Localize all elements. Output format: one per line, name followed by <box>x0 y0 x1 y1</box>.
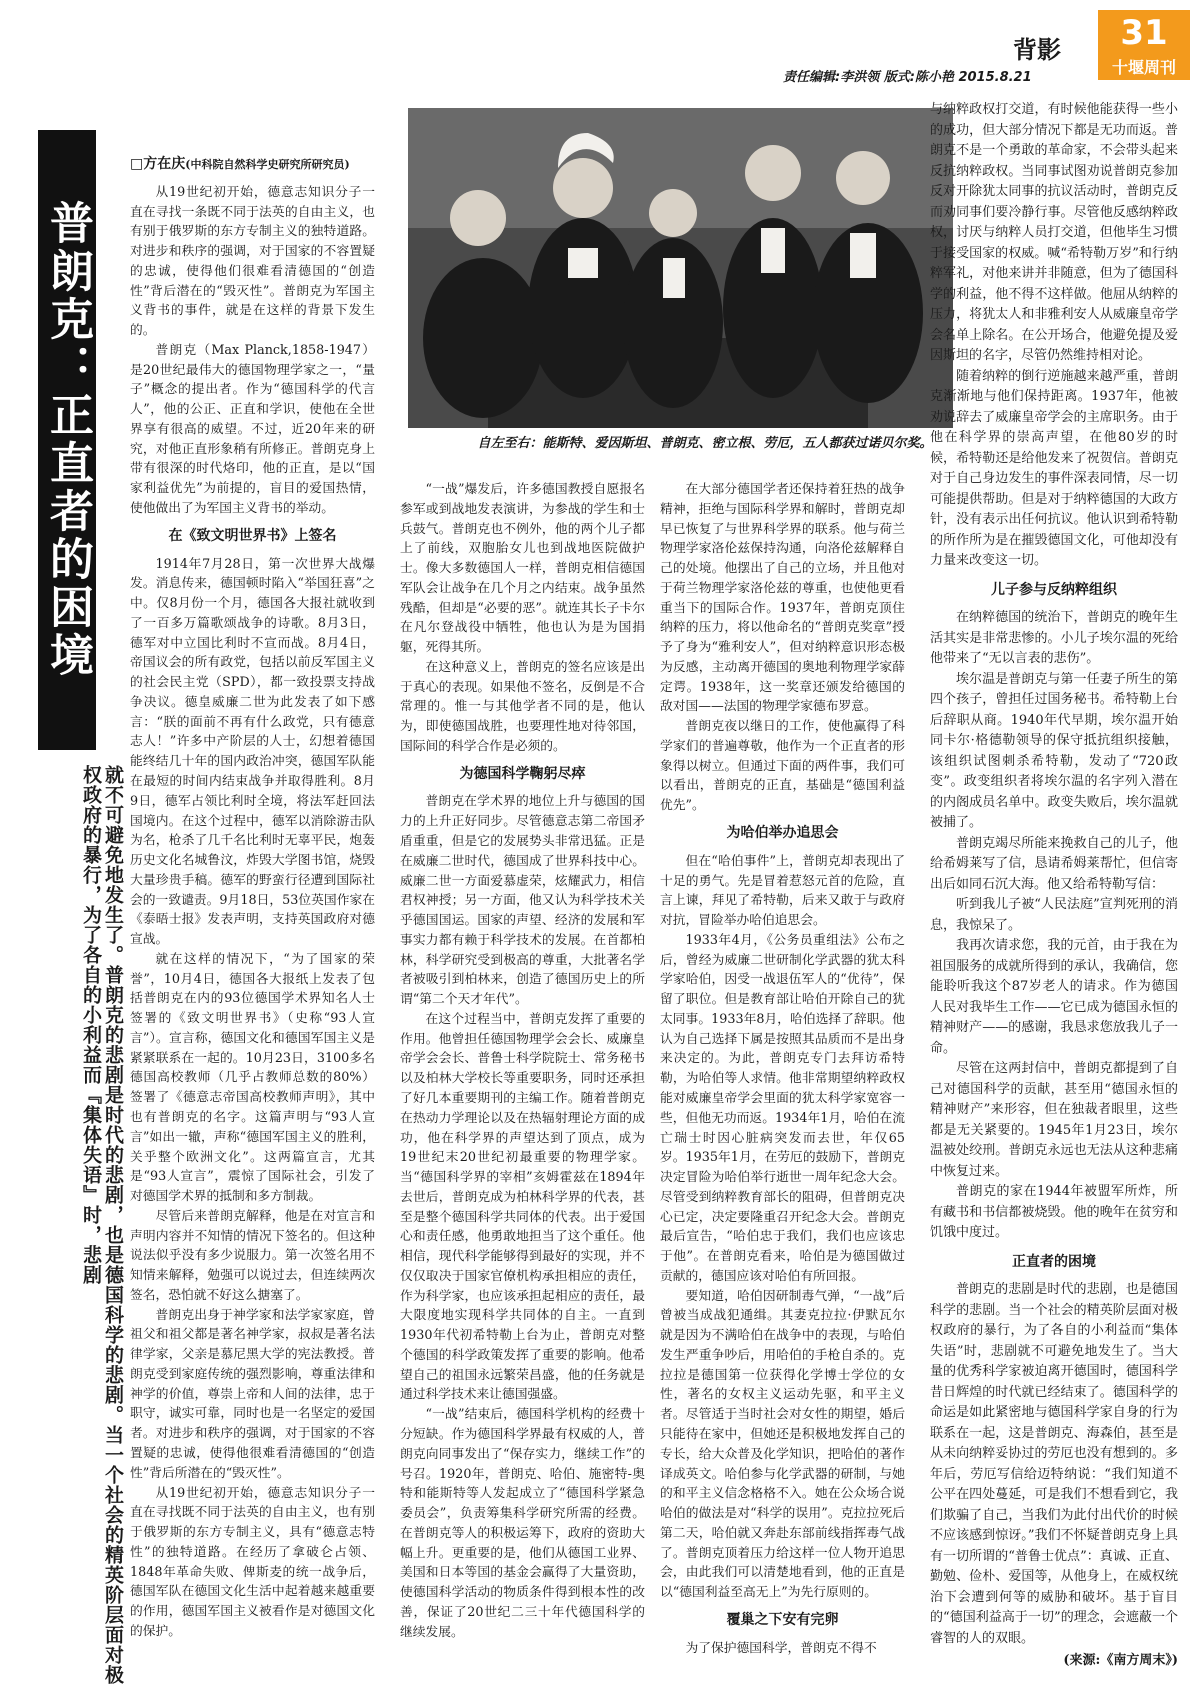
paragraph: 普朗克的家在1944年被盟军所炸，所有藏书和书信都被烧毁。他的晚年在贫穷和饥饿中度过。 <box>930 1184 1178 1240</box>
source-credit: (来源:《南方周末》) <box>1063 1653 1178 1668</box>
paragraph: 但在“哈伯事件”上，普朗克却表现出了十足的勇气。先是冒着惹怒元首的危险，直言上谏，拜见了希特勒，后来又敢于与政府对抗，冒险举办哈伯追思会。 <box>660 853 905 929</box>
paragraph: 从19世纪初开始，德意志知识分子一直在寻找一条既不同于法英的自由主义，也有别于俄罗斯的东方专制主义的独特道路。对进步和秩序的强调，对于国家的不容置疑的忠诚，使得他们很难看清德国的“创造性”背后潜在的“毁灭性”。普朗克为军国主义背书的事件，就是在这样的背景下发生的。 <box>130 184 375 339</box>
author-affiliation: (中科院自然科学史研究所研究员) <box>185 158 350 171</box>
paragraph: 从19世纪初开始，德意志知识分子一直在寻找既不同于法英的自由主义，也有别于俄罗斯的东方专制主义，具有“德意志特性”的独特道路。在经历了拿破仑占领、1848年革命失败、俾斯麦的统一战争后，德国军队在德国文化生活中起着越来越重要的作用，德国军国主义被看作是对德国文化的保护。 <box>130 1485 375 1639</box>
byline <box>130 155 375 175</box>
column-2 <box>400 480 645 1642</box>
quote-paragraph: 我再次请求您，我的元首，由于我在为祖国服务的成就所得到的承认，我确信，您能聆听我这个87岁老人的请求。作为德国人民对我毕生工作——它已成为德国永恒的精神财产——的感谢，我恳求您放我儿子一命。 <box>930 938 1178 1056</box>
page-header <box>0 0 1200 88</box>
paragraph: 普朗克出身于神学家和法学家家庭，曾祖父和祖父都是著名神学家，叔叔是著名法律学家，父亲是慕尼黑大学的宪法教授。普朗克受到家庭传统的强烈影响，尊重法律和神学的价值，尊崇上帝和人间的法律，忠于职守，诚实可靠，同时也是一名坚定的爱国者。对进步和秩序的强调，对于国家的不容置疑的忠诚，使得他很难看清德国的“创造性”背后所潜在的“毁灭性”。 <box>130 1307 375 1481</box>
subheading: 为哈伯举办追思会 <box>726 825 839 842</box>
section-name: 背影 <box>1013 35 1061 64</box>
subheading: 覆巢之下安有完卵 <box>726 1611 839 1628</box>
subheading: 在《致文明世界书》上签名 <box>168 527 337 544</box>
article-title: 普朗克：正直者的困境 <box>38 130 96 750</box>
paragraph: 就在这样的情况下，“为了国家的荣誉”，10月4日，德国各大报纸上发表了包括普朗克在内的93位德国学术界知名人士签署的《致文明世界书》（史称“93人宣言”）。宣言称，德国文化和德国军国主义是紧紧联系在一起的。10月23日，3100多名德国高校教师（几乎占教师总数的80%）签署了《德意志帝国高校教师声明》，其中也有普朗克的名字。这篇声明与“93人宣言”如出一辙，声称“德国军国主义的胜利，关乎整个欧洲文化”。这两篇宣言，尤其是“93人宣言”，震惊了国际社会，引发了对德国学术界的抵制和多方制裁。 <box>130 951 375 1205</box>
column-3 <box>660 480 905 1658</box>
quote-paragraph: 听到我儿子被“人民法庭”宣判死刑的消息，我惊呆了。 <box>930 897 1178 933</box>
author: □方在庆 <box>130 156 186 172</box>
paragraph: 普朗克竭尽所能来挽救自己的儿子，他给希姆莱写了信，恳请希姆莱帮忙，但信寄出后如同石沉大海。他又给希特勒写信： <box>930 835 1178 892</box>
paragraph: 与纳粹政权打交道，有时候他能获得一些小的成功，但大部分情况下都是无功而返。普朗克不是一个勇敢的革命家，不会带头起来反抗纳粹政权。当同事试图劝说普朗克参加反对开除犹太同事的抗议活动时，普朗克反而劝同事们要冷静行事。尽管他反感纳粹政权，讨厌与纳粹人员打交道，但他毕生习惯于接受国家的权威。喊“希特勒万岁”和行纳粹军礼，对他来讲并非随意，但为了德国科学的利益，他不得不这样做。他屈从纳粹的压力，将犹太人和非雅利安人从威廉皇帝学会名单上除名。在公开场合，他避免提及爱因斯坦的名字，尽管仍然维持相对论。 <box>930 102 1178 363</box>
paragraph: 随着纳粹的倒行逆施越来越严重，普朗克渐渐地与他们保持距离。1937年，他被劝说辞去了威廉皇帝学会的主席职务。由于他在科学界的崇高声望，在他80岁的时候，希特勒还是给他发来了祝贺信。普朗克对于自己身边发生的事件深表同情，尽一切可能提供帮助。但是对于纳粹德国的大政方针，没有表示出任何抗议。他认识到希特勒的所作所为是在摧毁德国文化，可他却没有力量来改变这一切。 <box>930 368 1178 568</box>
paragraph: 在大部分德国学者还保持着狂热的战争精神，拒绝与国际科学界和解时，普朗克却早已恢复了与世界科学界的联系。他与荷兰物理学家洛伦兹保持沟通，向洛伦兹解释自己的处境。他摆出了自己的立场，并且他对于荷兰物理学家洛伦兹的尊重，也使他更看重当下的国际合作。1937年，普朗克顶住纳粹的压力，将以他命名的“普朗克奖章”授予了身为“雅利安人”，但对纳粹意识形态极为反感，主动离开德国的奥地利物理学家薛定谔。1938年，这一奖章还颁发给德国的敌对国——法国的物理学家德布罗意。 <box>660 482 905 715</box>
paragraph: 普朗克（Max Planck,1858-1947）是20世纪最伟大的德国物理学家之一，“量子”概念的提出者。作为“德国科学的代言人”，他的公正、正直和学识，使他在全世界享有很高的威望。不过，近20年来的研究，对他正直形象稍有所修正。普朗克身上带有很深的时代烙印，他的正直，是以“国家利益优先”为前提的，盲目的爱国热情，使他做出了为军国主义背书的举动。 <box>130 342 375 517</box>
paragraph: 要知道，哈伯因研制毒气弹，“一战”后曾被当成战犯通缉。其妻克拉拉·伊默瓦尔就是因为不满哈伯在战争中的表现，与哈伯发生严重争吵后，用哈伯的手枪自杀的。克拉拉是德国第一位获得化学博士学位的女性，著名的女权主义运动先驱，和平主义者。尽管适于当时社会对女性的期望，婚后只能待在家中，但她还是积极地发挥自己的专长，给大众普及化学知识，把哈伯的著作译成英文。哈伯参与化学武器的研制，与她的和平主义信念格格不入。她在公众场合说哈伯的做法是对“科学的误用”。克拉拉死后第二天，哈伯就又奔赴东部前线指挥毒气战了。普朗克顶着压力给这样一位人物开追思会，由此我们可以清楚地看到，他的正直是以“德国利益至高无上”为先行原则的。 <box>660 1288 905 1601</box>
paper-name: 十堰周刊 <box>1098 56 1190 80</box>
editor-credits: 责任编辑:李洪领 版式:陈小艳 2015.8.21 <box>783 70 1032 85</box>
paragraph: 1933年4月，《公务员重组法》公布之后，曾经为威廉二世研制化学武器的犹太科学家哈伯，因受一战退伍军人的“优待”，保留了职位。但是教育部让哈伯开除自己的犹太同事。1933年8月，哈伯选择了辞职。他认为自己选择下属是按照其品质而不是出身来决定的。为此，普朗克专门去拜访希特勒，为哈伯等人求情。他非常期望纳粹政权能对威廉皇帝学会里面的犹太科学家宽容一些，但他无功而返。1934年1月，哈伯在流亡瑞士时因心脏病突发而去世，年仅65岁。1935年1月，在劳厄的鼓励下，普朗克决定冒险为哈伯举行逝世一周年纪念大会。尽管受到纳粹教育部长的阻碍，但普朗克决心已定，决定要隆重召开纪念大会。普朗克最后宣告，“哈伯忠于我们，我们也应该忠于他”。在普朗克看来，哈伯是为德国做过贡献的，德国应该对哈伯有所回报。 <box>660 932 905 1284</box>
paragraph: 尽管在这两封信中，普朗克都提到了自己对德国科学的贡献，甚至用“德国永恒的精神财产”来形容，但在独裁者眼里，这些都是无关紧要的。1945年1月23日，埃尔温被处绞刑。普朗克永远也无法从这种悲痛中恢复过来。 <box>930 1061 1178 1179</box>
photo-illustration <box>408 108 953 428</box>
paragraph: 在这个过程当中，普朗克发挥了重要的作用。他曾担任德国物理学会会长、威廉皇帝学会会长、普鲁士科学院院士、常务秘书以及柏林大学校长等重要职务，同时还承担了好几本重要期刊的主编工作。随着普朗克在热动力学理论以及在热辐射理论方面的成功，他在科学界的声望达到了顶点，成为19世纪末20世纪初最重要的物理学家。当“德国科学界的宰相”亥姆霍兹在1894年去世后，普朗克成为柏林科学界的代表，甚至是整个德国科学共同体的代表。出于爱国心和责任感，他勇敢地担当了这个重任。他相信，现代科学能够得到最好的实现，并不仅仅取决于国家官僚机构承担相应的责任，作为科学家，也应该承担起相应的责任，最大限度地实现科学共同体的自主。一直到1930年代初希特勒上台为止，普朗克对整个德国的科学政策发挥了重要的影响。他希望自己的祖国永远繁荣昌盛，他的任务就是通过科学技术来让德国强盛。 <box>400 1011 645 1403</box>
column-1 <box>130 155 375 1642</box>
subheading: 为德国科学鞠躬尽瘁 <box>459 765 586 782</box>
photo-caption: 自左至右：能斯特、爱因斯坦、普朗克、密立根、劳厄，五人都获过诺贝尔奖。 <box>477 436 933 451</box>
paragraph: 埃尔温是普朗克与第一任妻子所生的第四个孩子，曾担任过国务秘书。希特勒上台后辞职从商。1940年代早期，埃尔温开始同卡尔·格德勒领导的保守抵抗组织接触，该组织试图刺杀希特勒，发动了“720政变”。政变组织者将埃尔温的名字列入潜在的内阁成员名单中。政变失败后，埃尔温就被捕了。 <box>930 671 1178 830</box>
page-number: 31 <box>1098 10 1190 56</box>
paragraph: “一战”结束后，德国科学机构的经费十分短缺。作为德国科学界最有权威的人，普朗克向同事发出了“保存实力，继续工作”的号召。1920年，普朗克、哈伯、施密特-奥特和能斯特等人发起成立了“德国科学紧急委员会”，负责筹集科学研究所需的经费。在普朗克等人的积极运筹下，政府的资助大幅上升。更重要的是，他们从德国工业界、美国和日本等国的基金会赢得了大量资助，使德国科学活动的物质条件得到根本性的改善，保证了20世纪二三十年代德国科学的继续发展。 <box>400 1407 645 1640</box>
subheading: 正直者的困境 <box>1012 1253 1096 1270</box>
group-photo <box>408 108 953 428</box>
pull-quote: 就不可避免地发生了。普朗克的悲剧是时代的悲剧，也是德国科学的悲剧。当一个社会的精英阶层面对极权政府的暴行，为了各自的小利益而『集体失语』时，悲剧 <box>80 765 124 1685</box>
paragraph: 1914年7月28日，第一次世界大战爆发。消息传来，德国顿时陷入“举国狂喜”之中。仅8月份一个月，德国各大报社就收到了一百多万篇歌颂战争的诗歌。8月3日，德军对中立国比利时不宣而战。8月4日，帝国议会的所有政党，包括以前反军国主义的社会民主党（SPD），都一致投票支持战争决议。德皇威廉二世为此发表了如下感言：“朕的面前不再有什么政党，只有德意志人！”许多中产阶层的人士，幻想着德国能终结几十年的国内政治冲突，德国军队能在最短的时间内结束战争并取得胜利。8月9日，德军占领比利时全境，将法军赶回法国境内。在这个过程中，德军以消除游击队为名，枪杀了几千名比利时无辜平民，炮轰历史文化名城鲁汶，炸毁大学图书馆，烧毁大量珍贵手稿。德军的野蛮行径遭到国际社会的一致谴责。9月18日，53位英国作家在《泰晤士报》发表声明，支持英国政府对德宣战。 <box>130 556 375 948</box>
paragraph: 普朗克夜以继日的工作，使他赢得了科学家们的普遍尊敬，他作为一个正直者的形象得以树立。但通过下面的两件事，我们可以看出，普朗克的正直，基础是“德国利益优先”。 <box>660 719 905 814</box>
paragraph: 在纳粹德国的统治下，普朗克的晚年生活其实是非常悲惨的。小儿子埃尔温的死给他带来了“无以言表的悲伤”。 <box>930 610 1178 666</box>
paragraph: 为了保护德国科学，普朗克不得不 <box>685 1640 877 1656</box>
column-4 <box>930 100 1178 1672</box>
subheading: 儿子参与反纳粹组织 <box>991 581 1117 598</box>
paragraph: 在这种意义上，普朗克的签名应该是出于真心的表现。如果他不签名，反倒是不合常理的。惟一与其他学者不同的是，他认为，即使德国战胜，也要理性地对待邻国，国际间的科学合作是必须的。 <box>400 659 645 754</box>
paragraph: 普朗克的悲剧是时代的悲剧，也是德国科学的悲剧。当一个社会的精英阶层面对极权政府的暴行，为了各自的小利益而“集体失语”时，悲剧就不可避免地发生了。当大量的优秀科学家被迫离开德国时，德国科学昔日辉煌的时代就已经结束了。德国科学的命运是如此紧密地与德国科学家自身的行为联系在一起，这是普朗克、海森伯，甚至是从未向纳粹妥协过的劳厄也没有想到的。多年后，劳厄写信给迈特纳说：“我们知道不公平在四处蔓延，可是我们不想看到它，我们欺骗了自己，当我们为此付出代价的时候不应该感到惊讶。”我们不怀疑普朗克身上具有一切所谓的“普鲁士优点”：真诚、正直、勤勉、俭朴、爱国等，从他身上，在威权统治下会遭到何等的威胁和破坏。基于盲目的“德国利益高于一切”的理念，会遮蔽一个睿智的人的双眼。 <box>930 1282 1178 1646</box>
paragraph: 尽管后来普朗克解释，他是在对宣言和声明内容并不知情的情况下签名的。但这种说法似乎没有多少说服力。第一次签名用不知情来解释，勉强可以说过去，但连续两次签名，恐怕就不好这么搪塞了。 <box>130 1208 375 1303</box>
paragraph: 普朗克在学术界的地位上升与德国的国力的上升正好同步。尽管德意志第二帝国矛盾重重，但是它的发展势头非常迅猛。正是在威廉二世时代，德国成了世界科技中心。威廉二世一方面爱慕虚荣，炫耀武力，相信君权神授；另一方面，他又认为科学技术关乎德国国运。国家的声望、经济的发展和军事实力都有赖于科学技术的发展。在首都柏林，科学研究受到极高的尊重，大批著名学者被吸引到柏林来，创造了德国历史上的所谓“第二个天才年代”。 <box>400 794 645 1008</box>
paragraph: “一战”爆发后，许多德国教授自愿报名参军或到战地发表演讲，为参战的学生和士兵鼓气。普朗克也不例外，他的两个儿子都上了前线，双胞胎女儿也到战地医院做护士。像大多数德国人一样，普朗克相信德国军队会让战争在几个月之内结束。战争虽然残酷，但却是“必要的恶”。就连其长子卡尔在凡尔登战役中牺牲，他也认为是为国捐躯，死得其所。 <box>400 482 645 656</box>
